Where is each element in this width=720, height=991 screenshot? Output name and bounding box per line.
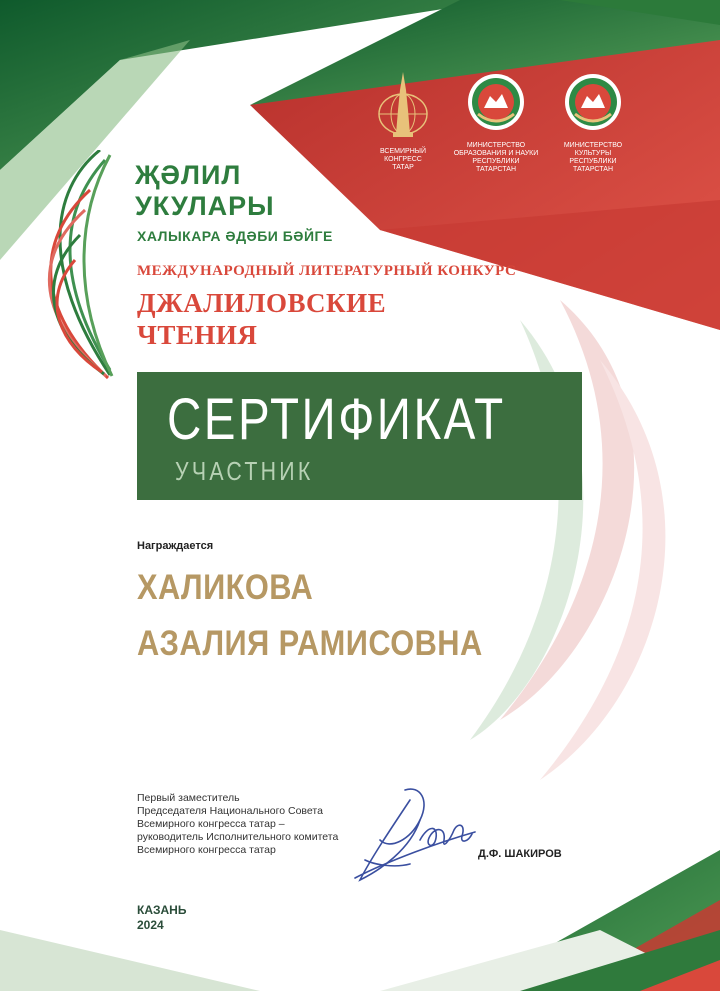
logo-caption-line: РЕСПУБЛИКИ <box>472 158 520 165</box>
logo-ministry-education <box>451 70 541 174</box>
logo-caption-line: ТАТАР <box>392 164 414 171</box>
logo-caption-line: РЕСПУБЛИКИ <box>569 158 617 165</box>
logo-caption-line: КОНГРЕСС <box>384 156 422 163</box>
awarded-label: Награждается <box>137 540 214 552</box>
tower-globe-icon <box>375 70 431 140</box>
contest-title-russian-line2: ЧТЕНИЯ <box>137 320 258 350</box>
contest-title-russian-line1: ДЖАЛИЛОВСКИЕ <box>137 288 387 318</box>
recipient-surname: ХАЛИКОВА <box>137 568 314 607</box>
feather-emblem-icon <box>30 150 120 380</box>
contest-title-tatar-line1: ҖӘЛИЛ <box>135 160 242 190</box>
logo-caption-line: КУЛЬТУРЫ <box>574 150 612 157</box>
tatarstan-emblem-icon <box>563 70 623 134</box>
logo-caption-line: МИНИСТЕРСТВО <box>563 142 623 149</box>
contest-subtitle-russian: МЕЖДУНАРОДНЫЙ ЛИТЕРАТУРНЫЙ КОНКУРС <box>137 263 517 279</box>
logo-world-congress-tatars <box>358 70 448 172</box>
logo-caption <box>358 148 448 172</box>
signatory-position-line: Всемирного конгресса татар – <box>137 818 285 830</box>
footer-year: 2024 <box>137 918 164 932</box>
logo-ministry-culture <box>548 70 638 174</box>
certificate-subtitle: УЧАСТНИК <box>175 456 314 486</box>
certificate-title: СЕРТИФИКАТ <box>167 387 506 452</box>
tatarstan-emblem-icon <box>466 70 526 134</box>
logo-caption-line: МИНИСТЕРСТВО <box>466 142 526 149</box>
footer-place-date <box>137 903 186 933</box>
signatory-position-line: Председателя Национального Совета <box>137 805 323 817</box>
logo-caption-line: ОБРАЗОВАНИЯ И НАУКИ <box>453 150 539 157</box>
recipient-given-names: АЗАЛИЯ РАМИСОВНА <box>137 624 483 663</box>
signatory-position-line: руководитель Исполнительного комитета <box>137 831 339 843</box>
certificate-banner <box>137 372 582 500</box>
signatory-name: Д.Ф. ШАКИРОВ <box>478 848 562 860</box>
footer-city: КАЗАНЬ <box>137 903 187 917</box>
contest-title-tatar-line2: УКУЛАРЫ <box>135 191 275 221</box>
signatory-position-line: Всемирного конгресса татар <box>137 844 276 856</box>
logo-caption-line: ТАТАРСТАН <box>475 166 517 173</box>
signatory-position-line: Первый заместитель <box>137 792 240 804</box>
logo-caption-line: ВСЕМИРНЫЙ <box>380 148 426 155</box>
logo-caption-line: ТАТАРСТАН <box>572 166 614 173</box>
signatory-position <box>137 792 338 857</box>
contest-subtitle-tatar: ХАЛЫКАРА ӘДӘБИ БӘЙГЕ <box>137 228 333 244</box>
logo-caption <box>451 142 541 174</box>
handwritten-signature <box>350 780 480 890</box>
logo-caption <box>548 142 638 174</box>
